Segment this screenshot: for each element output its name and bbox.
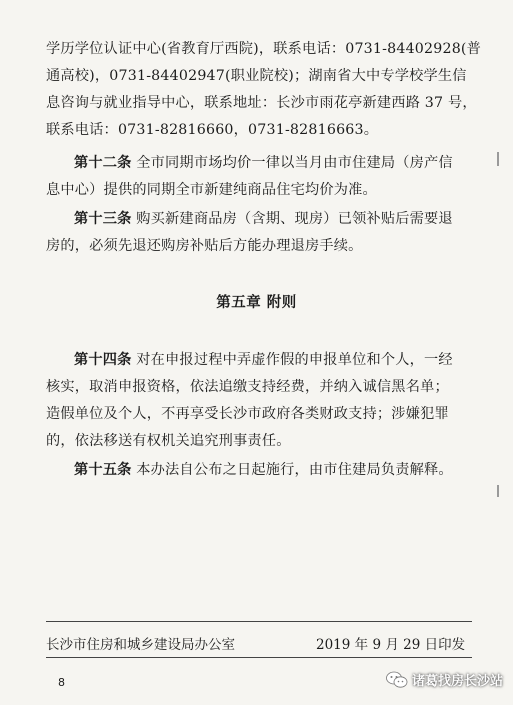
text-line: 息咨询与就业指导中心，联系地址：长沙市雨花亭新建西路 37 号，: [46, 95, 477, 111]
issue-date: 2019 年 9 月 29 日印发: [316, 637, 466, 653]
article-text: 本办法自公布之日起施行，由市住建局负责解释。: [131, 462, 453, 478]
footer-rule-bottom: [46, 657, 472, 658]
watermark: [386, 670, 503, 689]
edge-mark: [497, 485, 499, 497]
article-title: 第十五条: [74, 462, 132, 478]
text-line: 核实，取消申报资格，依法追缴支持经费，并纳入诚信黑名单；: [46, 379, 449, 395]
footer-rule-top: [46, 621, 472, 622]
article-title: 第十四条: [74, 352, 132, 368]
edge-mark: [497, 152, 499, 166]
page-number: 8: [58, 676, 65, 689]
wechat-icon: [386, 671, 408, 689]
text-line: 造假单位及个人，不再享受长沙市政府各类财政支持；涉嫌犯罪: [46, 406, 449, 422]
text-line: 通高校)，0731-84402947(职业院校)；湖南省大中专学校学生信: [46, 68, 467, 84]
issuer: 长沙市住房和城乡建设局办公室: [46, 637, 235, 653]
article-text: 全市同期市场均价一律以当月由市住建局（房产信: [131, 155, 453, 171]
article-text: 对在申报过程中弄虚作假的申报单位和个人，一经: [131, 352, 453, 368]
text-line: 的，依法移送有权机关追究刑事责任。: [46, 433, 291, 449]
text-line: 房的，必须先退还购房补贴后方能办理退房手续。: [46, 238, 363, 254]
text-line: 学历学位认证中心(省教育厅西院)，联系电话：0731-84402928(普: [46, 41, 482, 57]
article-title: 第十二条: [74, 155, 132, 171]
watermark-text: 诸葛找房长沙站: [411, 674, 503, 689]
article-title: 第十三条: [74, 211, 132, 227]
text-line: 息中心）提供的同期全市新建纯商品住宅均价为准。: [46, 182, 377, 198]
text-line: 联系电话：0731-82816660，0731-82816663。: [46, 122, 379, 138]
chapter-heading: 第五章 附则: [216, 295, 297, 311]
article-text: 购买新建商品房（含期、现房）已领补贴后需要退: [131, 211, 453, 227]
